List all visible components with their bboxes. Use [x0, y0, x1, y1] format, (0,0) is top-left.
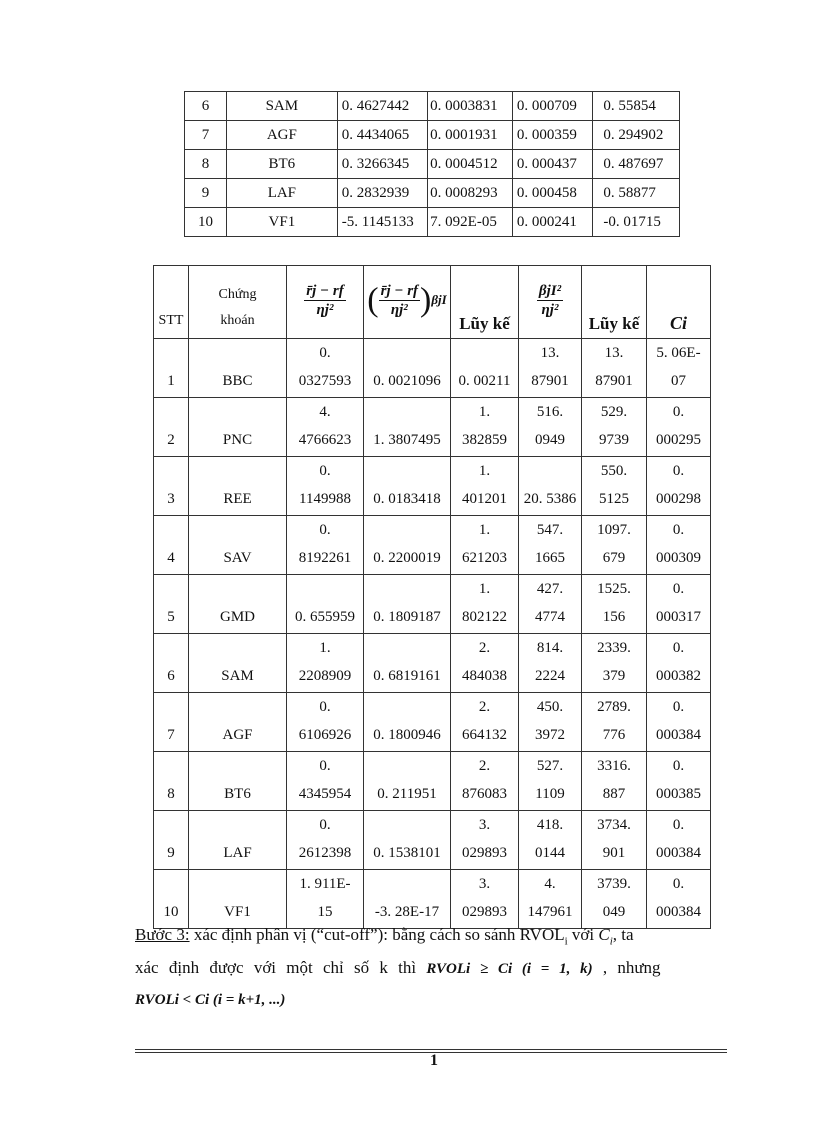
header-stt: STT	[154, 266, 189, 339]
table-cell: 7. 092E-05	[428, 208, 513, 237]
table-cell: VF1	[226, 208, 337, 237]
table-cell-a: 1. 911E- 15	[287, 870, 364, 929]
table-cell-b: 0. 6819161	[364, 634, 451, 693]
table-cell: 0. 4434065	[337, 121, 427, 150]
table-cell-stt: 10	[154, 870, 189, 929]
table-cell-b: 0. 2200019	[364, 516, 451, 575]
table-cell-b: 0. 1800946	[364, 693, 451, 752]
table-cell-d: 427. 4774	[519, 575, 582, 634]
table-cell-f: 0. 000317	[647, 575, 711, 634]
table-cell: SAM	[226, 92, 337, 121]
table-cell-e: 1097. 679	[582, 516, 647, 575]
table-cell: 0. 58877	[593, 179, 680, 208]
step-label: Bước 3:	[135, 925, 190, 944]
table-cell-d: 516. 0949	[519, 398, 582, 457]
table-cell-b: 0. 0021096	[364, 339, 451, 398]
table-cell-e: 529. 9739	[582, 398, 647, 457]
table-cell-b: -3. 28E-17	[364, 870, 451, 929]
table-cell-d: 13. 87901	[519, 339, 582, 398]
table-cell: 7	[185, 121, 227, 150]
table-cell-code: BT6	[189, 752, 287, 811]
table-cell-f: 0. 000295	[647, 398, 711, 457]
table-cell-b: 0. 1809187	[364, 575, 451, 634]
table-cell-c: 1. 382859	[451, 398, 519, 457]
table-cell-a: 0. 2612398	[287, 811, 364, 870]
table-row	[154, 811, 711, 870]
table-cell: 0. 2832939	[337, 179, 427, 208]
table-cell-stt: 6	[154, 634, 189, 693]
table-cell: 0. 487697	[593, 150, 680, 179]
table-cell-code: VF1	[189, 870, 287, 929]
table-cell: 6	[185, 92, 227, 121]
header-excess-return-ratio: $\frac{r̄j - rf}{\text{ηj²}}$	[287, 266, 364, 339]
table-cell-e: 13. 87901	[582, 339, 647, 398]
table-row	[154, 398, 711, 457]
table-row	[154, 634, 711, 693]
table-cell: 0. 000359	[512, 121, 593, 150]
table-cell-b: 1. 3807495	[364, 398, 451, 457]
paragraph-line-1: Bước 3: xác định phân vị (“cut-off”): bằng cách so sánh $RVOL_i$ với $C_i$, ta	[135, 925, 634, 948]
table-cell-a: 0. 655959	[287, 575, 364, 634]
table-cell-c: 1. 401201	[451, 457, 519, 516]
table-cell-a: 1. 2208909	[287, 634, 364, 693]
header-chung-khoan: Chứng khoán	[189, 266, 287, 339]
table-cell-c: 2. 876083	[451, 752, 519, 811]
table-cell-code: LAF	[189, 811, 287, 870]
table-cell-b: 0. 211951	[364, 752, 451, 811]
table-cell-e: 2789. 776	[582, 693, 647, 752]
table-cell-a: 0. 4345954	[287, 752, 364, 811]
table-cell-f: 0. 000385	[647, 752, 711, 811]
table-cell-code: PNC	[189, 398, 287, 457]
table-cell-c: 2. 484038	[451, 634, 519, 693]
table-row	[185, 179, 680, 208]
table-cell-c: 3. 029893	[451, 870, 519, 929]
table-cell: 0. 000241	[512, 208, 593, 237]
table-cell-e: 1525. 156	[582, 575, 647, 634]
table-cell-f: 5. 06E- 07	[647, 339, 711, 398]
header-weighted-ratio: ( $\frac{r̄j - rf}{\text{ηj²}}$ )βjI	[364, 266, 451, 339]
table-cell-b: 0. 0183418	[364, 457, 451, 516]
table-cell-a: 0. 6106926	[287, 693, 364, 752]
table-cell-stt: 3	[154, 457, 189, 516]
table-cell: LAF	[226, 179, 337, 208]
table-cell: -0. 01715	[593, 208, 680, 237]
header-luy-ke-2: Lũy kế	[582, 266, 647, 339]
table-row	[185, 92, 680, 121]
table-row	[185, 150, 680, 179]
table-cell: 10	[185, 208, 227, 237]
table-cell: 0. 0008293	[428, 179, 513, 208]
table-row	[154, 516, 711, 575]
table-cell: 8	[185, 150, 227, 179]
table-cell-code: REE	[189, 457, 287, 516]
table-cell-a: 0. 1149988	[287, 457, 364, 516]
table-row	[154, 575, 711, 634]
table-cell: 0. 3266345	[337, 150, 427, 179]
table-row	[154, 339, 711, 398]
table-cell-e: 2339. 379	[582, 634, 647, 693]
table-cell-f: 0. 000384	[647, 870, 711, 929]
table-cell-stt: 4	[154, 516, 189, 575]
table-cell-c: 0. 00211	[451, 339, 519, 398]
table-cell-f: 0. 000382	[647, 634, 711, 693]
table-ci	[153, 265, 711, 929]
table-cell: BT6	[226, 150, 337, 179]
table-cell-stt: 9	[154, 811, 189, 870]
table-cell: 0. 000458	[512, 179, 593, 208]
table-row	[154, 457, 711, 516]
table-cell-d: 20. 5386	[519, 457, 582, 516]
table-cell-f: 0. 000309	[647, 516, 711, 575]
header-luy-ke-1: Lũy kế	[451, 266, 519, 339]
table-cell-d: 450. 3972	[519, 693, 582, 752]
table-cell-stt: 2	[154, 398, 189, 457]
table-cell-e: 3734. 901	[582, 811, 647, 870]
header-beta-ratio: $\frac{\text{βjI²}}{\text{ηj²}}$	[519, 266, 582, 339]
table-cell-e: 550. 5125	[582, 457, 647, 516]
table-cell-stt: 8	[154, 752, 189, 811]
table-cell: 0. 0003831	[428, 92, 513, 121]
table-header-row	[154, 266, 711, 339]
table-cell-d: 418. 0144	[519, 811, 582, 870]
table-cell: 0. 4627442	[337, 92, 427, 121]
table-row	[185, 208, 680, 237]
table-cell-c: 3. 029893	[451, 811, 519, 870]
table-cell-code: SAV	[189, 516, 287, 575]
header-ci: Ci	[647, 266, 711, 339]
table-cell-c: 1. 621203	[451, 516, 519, 575]
table-cell: 9	[185, 179, 227, 208]
table-cell-stt: 7	[154, 693, 189, 752]
table-cell: 0. 0004512	[428, 150, 513, 179]
table-cell-b: 0. 1538101	[364, 811, 451, 870]
table-cell-e: 3739. 049	[582, 870, 647, 929]
table-cell-code: GMD	[189, 575, 287, 634]
table-cell-d: 527. 1109	[519, 752, 582, 811]
table-cell: 0. 294902	[593, 121, 680, 150]
table-cell-f: 0. 000298	[647, 457, 711, 516]
paragraph-line-2: xác định được với một chỉ số k thì RVOLi ≥ Ci (i = 1, k) , nhưng	[135, 958, 661, 977]
table-cell-stt: 5	[154, 575, 189, 634]
table-cell-a: 4. 4766623	[287, 398, 364, 457]
table-cell: 0. 000437	[512, 150, 593, 179]
table-cell-a: 0. 0327593	[287, 339, 364, 398]
table-cell-f: 0. 000384	[647, 811, 711, 870]
table-cell-e: 3316. 887	[582, 752, 647, 811]
table-cell-d: 814. 2224	[519, 634, 582, 693]
footer-rule-top	[135, 1049, 727, 1050]
table-cell: 0. 0001931	[428, 121, 513, 150]
table-cell-d: 547. 1665	[519, 516, 582, 575]
table-row	[154, 693, 711, 752]
page-number: 1	[430, 1052, 438, 1069]
formula-condition-2: RVOLi < Ci (i = k+1, ...)	[135, 992, 286, 1008]
table-cell: AGF	[226, 121, 337, 150]
table-cell-d: 4. 147961	[519, 870, 582, 929]
table-row	[185, 121, 680, 150]
table-cell-c: 1. 802122	[451, 575, 519, 634]
table-cell-stt: 1	[154, 339, 189, 398]
table-cell-f: 0. 000384	[647, 693, 711, 752]
table-cell-a: 0. 8192261	[287, 516, 364, 575]
table-cell: -5. 1145133	[337, 208, 427, 237]
table-cell-code: AGF	[189, 693, 287, 752]
table-cell-c: 2. 664132	[451, 693, 519, 752]
table-cell: 0. 000709	[512, 92, 593, 121]
table-cell-code: BBC	[189, 339, 287, 398]
table-cell-code: SAM	[189, 634, 287, 693]
table-cell: 0. 55854	[593, 92, 680, 121]
formula-condition-1: RVOLi ≥ Ci (i = 1, k)	[426, 961, 593, 977]
table-continued	[184, 91, 680, 237]
table-row	[154, 752, 711, 811]
